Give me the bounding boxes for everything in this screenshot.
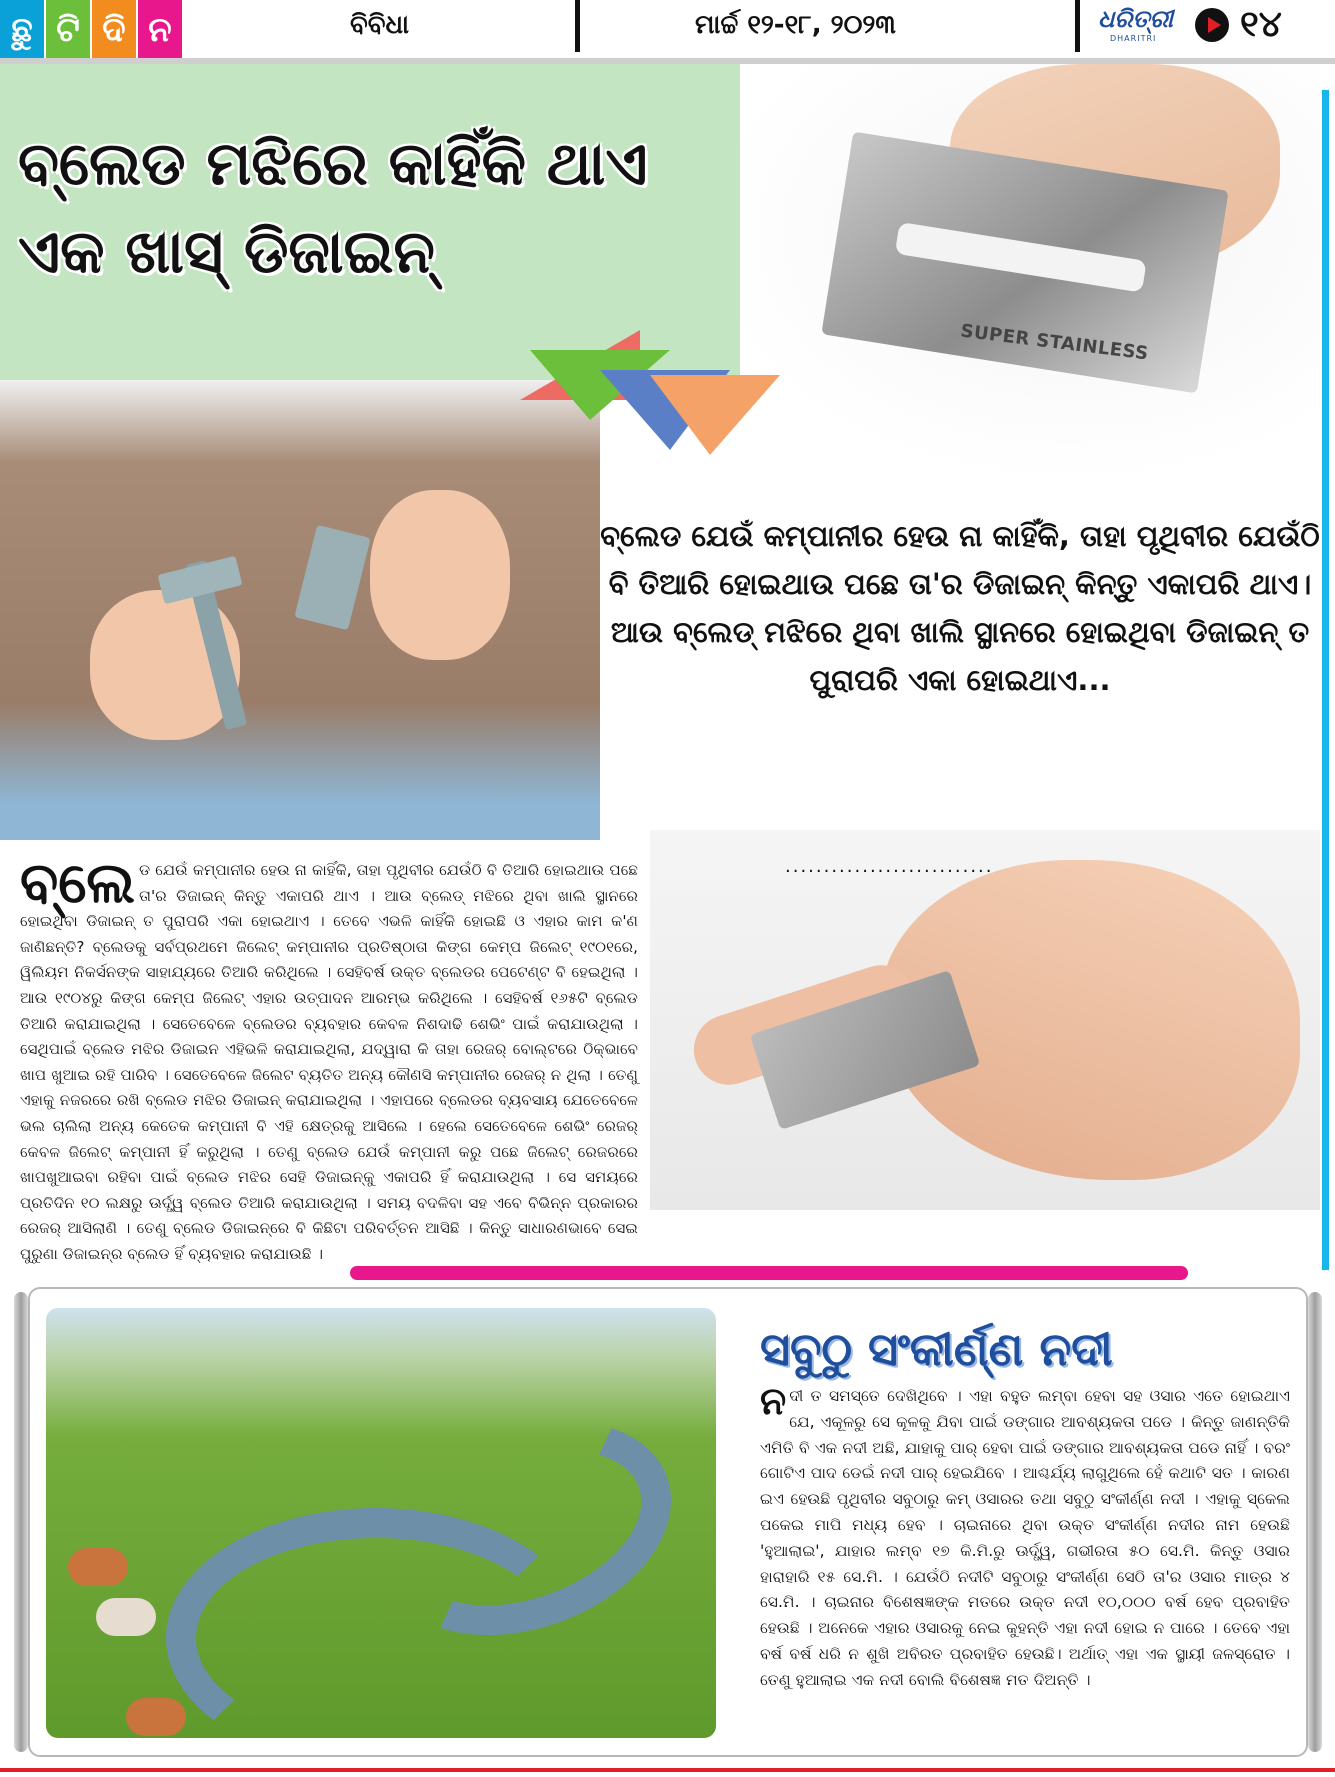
scroll-ornament-right — [1308, 1292, 1322, 1752]
article-text: ଡ ଯେଉଁ କମ୍ପାନୀର ହେଉ ନା କାହିଁକି, ତାହା ପୃଥିବୀର ଯେଉଁଠି ବି ତିଆରି ହୋଇଥାଉ ପଛେ ତା'ର ଡିଜାଇନ୍ କିନ୍ତୁ ଏକାପରି ଥାଏ । ଆଉ ବ୍ଲେଡ୍ ମଝିରେ ଥିବା ଖାଲି ସ୍ଥାନରେ ହୋଇଥିବା ଡିଜାଇନ୍ ତ ପୁରାପରି ଏକା ହୋଇଥାଏ । ତେବେ ଏଭଳି କାହିଁକି ହୋଇଛି ଓ ଏହାର କାମ କ'ଣ ଜାଣିଛନ୍ତି? ବ୍ଲେଡକୁ ସର୍ବପ୍ରଥମେ ଜିଲେଟ୍ କମ୍ପାନୀର ପ୍ରତିଷ୍ଠାତା କିଙ୍ଗ କେମ୍ପ ଜିଲେଟ୍ ୧୯୦୧ରେ, ୱିଲିୟମ ନିକର୍ସନଙ୍କ ସାହାଯ୍ୟରେ ତିଆରି କରିଥିଲେ । ସେହିବର୍ଷ ଉକ୍ତ ବ୍ଲେଡର ପେଟେଣ୍ଟ ବି ହେଇଥିଲା । ଆଉ ୧୯୦୪ରୁ କିଙ୍ଗ କେମ୍ପ ଜିଲେଟ୍ ଏହାର ଉତ୍ପାଦନ ଆରମ୍ଭ କରିଥିଲେ । ସେହିବର୍ଷ ୧୬୫ଟି ବ୍ଲେଡ ତିଆରି କରାଯାଇଥିଲା । ସେତେବେଳେ ବ୍ଲେଡର ବ୍ୟବହାର କେବଳ ନିଶଦାଢି ଶେଭିଂ ପାଇଁ କରାଯାଉଥିଲା । ସେଥିପାଇଁ ବ୍ଲେଡ ମଝିର ଡିଜାଇନ ଏହିଭଳି କରାଯାଇଥିଲା, ଯଦ୍ୱାରା କି ତାହା ରେଜର୍ ବୋଲ୍ଟରେ ଠିକ୍‌ଭାବେ ଖାପ ଖୁଆଇ ରହି ପାରିବ । ସେତେବେଳେ ଜିଲେଟ ବ୍ୟତିତ ଅନ୍ୟ କୌଣସି କମ୍ପାନୀର ରେଜର୍ ନ ଥିଲା । ତେଣୁ ଏହାକୁ ନଜରରେ ରଖି ବ୍ଲେଡ ମଝିର ଡିଜାଇନ୍ କରାଯାଇଥିଲା । ଏହାପରେ ବ୍ଲେଡର ବ୍ୟବସାୟ ଯେତେବେଳେ ଭଲ ଚାଲିଲା ଅନ୍ୟ କେତେକ କମ୍ପାନୀ ବି ଏହି କ୍ଷେତ୍ରକୁ ଆସିଲେ । ହେଲେ ସେତେବେଳେ ଶେଭିଂ ରେଜର୍ କେବଳ ଜିଲେଟ୍ କମ୍ପାନୀ ହିଁ କରୁଥିଲା । ତେଣୁ ବ୍ଲେଡ ଯେଉଁ କମ୍ପାନୀ କରୁ ପଛେ ଜିଲେଟ୍ ରେଜରରେ ଖାପଖୁଆଇବା ରହିବା ପାଇଁ ବ୍ଲେଡ ମଝିର ସେହି ଡିଜାଇନ୍‌କୁ ଏକାପରି ହିଁ କରାଯାଉଥିଲା । ସେ ସମୟରେ ପ୍ରତିଦିନ ୧୦ ଲକ୍ଷରୁ ଊର୍ଦ୍ଧ୍ୱ ବ୍ଲେଡ ତିଆରି କରାଯାଉଥିଲା । ସମୟ ବଦଳିବା ସହ ଏବେ ବିଭିନ୍ନ ପ୍ରକାରର ରେଜର୍ ଆସିଲାଣି । ତେଣୁ ବ୍ଲେଡ ଡିଜାଇନ୍‌ରେ ବି କିଛିଟା ପରିବର୍ତ୍ତନ ଆସିଛି । କିନ୍ତୁ ସାଧାରଣଭାବେ ସେଇ ପୁରୁଣା ଡିଜାଇନ୍‌ର ବ୍ଲେଡ ହିଁ ବ୍ୟବହାର କରାଯାଉଛି । — [20, 861, 638, 1263]
brand-subtitle: DHARITRI — [1110, 34, 1157, 43]
blade-label: SUPER STAINLESS — [959, 320, 1150, 365]
decorative-triangle-orange — [650, 375, 780, 455]
river-box-title: ସବୁଠୁ ସଂକୀର୍ଣ୍ଣ ନଦୀ — [760, 1322, 1113, 1376]
calf-photo — [96, 1598, 156, 1636]
river-box-body — [760, 1379, 1291, 1694]
masthead-letter-2: ଟି — [46, 0, 90, 60]
blade-slot — [895, 222, 1147, 293]
section-divider-bar — [350, 1266, 1188, 1280]
brand-logo: ଧରିତ୍ରୀ — [1098, 4, 1173, 33]
headline — [18, 120, 718, 296]
right-hand-photo — [370, 490, 510, 660]
header-divider — [575, 0, 580, 52]
river-text: ଦୀ ତ ସମସ୍ତେ ଦେଖିଥିବେ । ଏହା ବହୁତ ଲମ୍ବା ହେବା ସହ ଓସାର ଏତେ ହୋଇଥାଏ ଯେ, ଏକୂଳରୁ ସେ କୂଳକୁ ଯିବା ପାଇଁ ଡଙ୍ଗାର ଆବଶ୍ୟକତା ପଡେ । କିନ୍ତୁ ଜାଣନ୍ତିକି ଏମିତି ବି ଏକ ନଦୀ ଅଛି, ଯାହାକୁ ପାର୍ ହେବା ପାଇଁ ଡଙ୍ଗାର ଆବଶ୍ୟକତା ପଡେ ନାହିଁ । ବରଂ ଗୋଟିଏ ପାଦ ଡେଇଁ ନଦୀ ପାର୍ ହେଇଯିବେ । ଆଶ୍ଚର୍ଯ୍ୟ ଲାଗୁଥିଲେ ହେଁ କଥାଟି ସତ । କାରଣ ଇଏ ହେଉଛି ପୃଥିବୀର ସବୁଠାରୁ କମ୍ ଓସାରର ତଥା ସବୁଠୁ ସଂକୀର୍ଣ୍ଣ ନଦୀ । ଏହାକୁ ସ୍କେଲ ପକେଇ ମାପି ମଧ୍ୟ ହେବ । ଚାଇନାରେ ଥିବା ଉକ୍ତ ସଂକୀର୍ଣ୍ଣ ନଦୀର ନାମ ହେଉଛି 'ହୁଆଲାଇ', ଯାହାର ଲମ୍ବ ୧୭ କି.ମି.ରୁ ଊର୍ଦ୍ଧ୍ୱ, ଗଭୀରତା ୫୦ ସେ.ମି. କିନ୍ତୁ ଓସାର ହାରାହାରି ୧୫ ସେ.ମି. । ଯେଉଁଠି ନଦୀଟି ସବୁଠାରୁ ସଂକୀର୍ଣ୍ଣ ସେଠି ତା'ର ଓସାର ମାତ୍ର ୪ ସେ.ମି. । ଚାଇନାର ବିଶେଷଜ୍ଞଙ୍କ ମତରେ ଉକ୍ତ ନଦୀ ୧୦,୦୦୦ ବର୍ଷ ହେବ ପ୍ରବାହିତ ହେଉଛି । ଅନେକେ ଏହାର ଓସାରକୁ ନେଇ କୁହନ୍ତି ଏହା ନଦୀ ହୋଇ ନ ପାରେ । ତେବେ ଏହା ବର୍ଷ ବର୍ଷ ଧରି ନ ଶୁଖି ଅବିରତ ପ୍ରବାହିତ ହେଉଛି। ଅର୍ଥାତ୍ ଏହା ଏକ ସ୍ଥାୟୀ ଜଳସ୍ରୋତ । ତେଣୁ ହୁଆଲାଇ ଏକ ନଦୀ ବୋଲି ବିଶେଷଜ୍ଞ ମତ ଦିଅନ୍ତି । — [760, 1387, 1291, 1689]
page-header — [0, 0, 1335, 62]
header-divider — [1075, 0, 1080, 52]
intro-blurb: ବ୍ଲେଡ ଯେଉଁ କମ୍ପାନୀର ହେଉ ନା କାହିଁକି, ତାହା ପୃଥିବୀର ଯେଉଁଠି ବି ତିଆରି ହୋଇଥାଉ ପଛେ ତା'ର ଡିଜାଇନ୍ କିନ୍ତୁ ଏକାପରି ଥାଏ। ଆଉ ବ୍ଲେଡ୍ ମଝିରେ ଥିବା ଖାଲି ସ୍ଥାନରେ ହୋଇଥିବା ଡିଜାଇନ୍ ତ ପୁରାପରି ଏକା ହୋଇଥାଏ... — [600, 519, 1320, 697]
masthead-letter-3: ଦି — [92, 0, 136, 60]
dotted-rule: ........................... — [785, 856, 994, 877]
page-number: ୧୪ — [1240, 4, 1282, 45]
section-name: ବିବିଧା — [350, 10, 409, 40]
issue-date: ମାର୍ଚ୍ଚ ୧୨-୧୮, ୨୦୨୩ — [695, 10, 896, 40]
article-dropcap: ବ୍ଲେ — [20, 851, 135, 916]
masthead-letter-4: ନ — [138, 0, 182, 60]
headline-line-2: ଏକ ଖାସ୍ ଡିଜାଇନ୍ — [18, 217, 435, 287]
calf-photo — [68, 1548, 128, 1586]
calf-photo — [126, 1698, 186, 1736]
masthead-logo — [0, 0, 184, 60]
play-icon — [1195, 8, 1229, 42]
headline-line-1: ବ୍ଲେଡ ମଝିରେ କାହିଁକି ଥାଏ — [18, 129, 648, 199]
bottom-rule — [0, 1768, 1335, 1772]
scroll-ornament-left — [14, 1292, 28, 1752]
masthead-letter-1: ଛୁ — [0, 0, 44, 60]
river-dropcap: ନ — [760, 1379, 787, 1423]
article-body — [20, 851, 638, 1268]
river-photo — [46, 1308, 716, 1738]
